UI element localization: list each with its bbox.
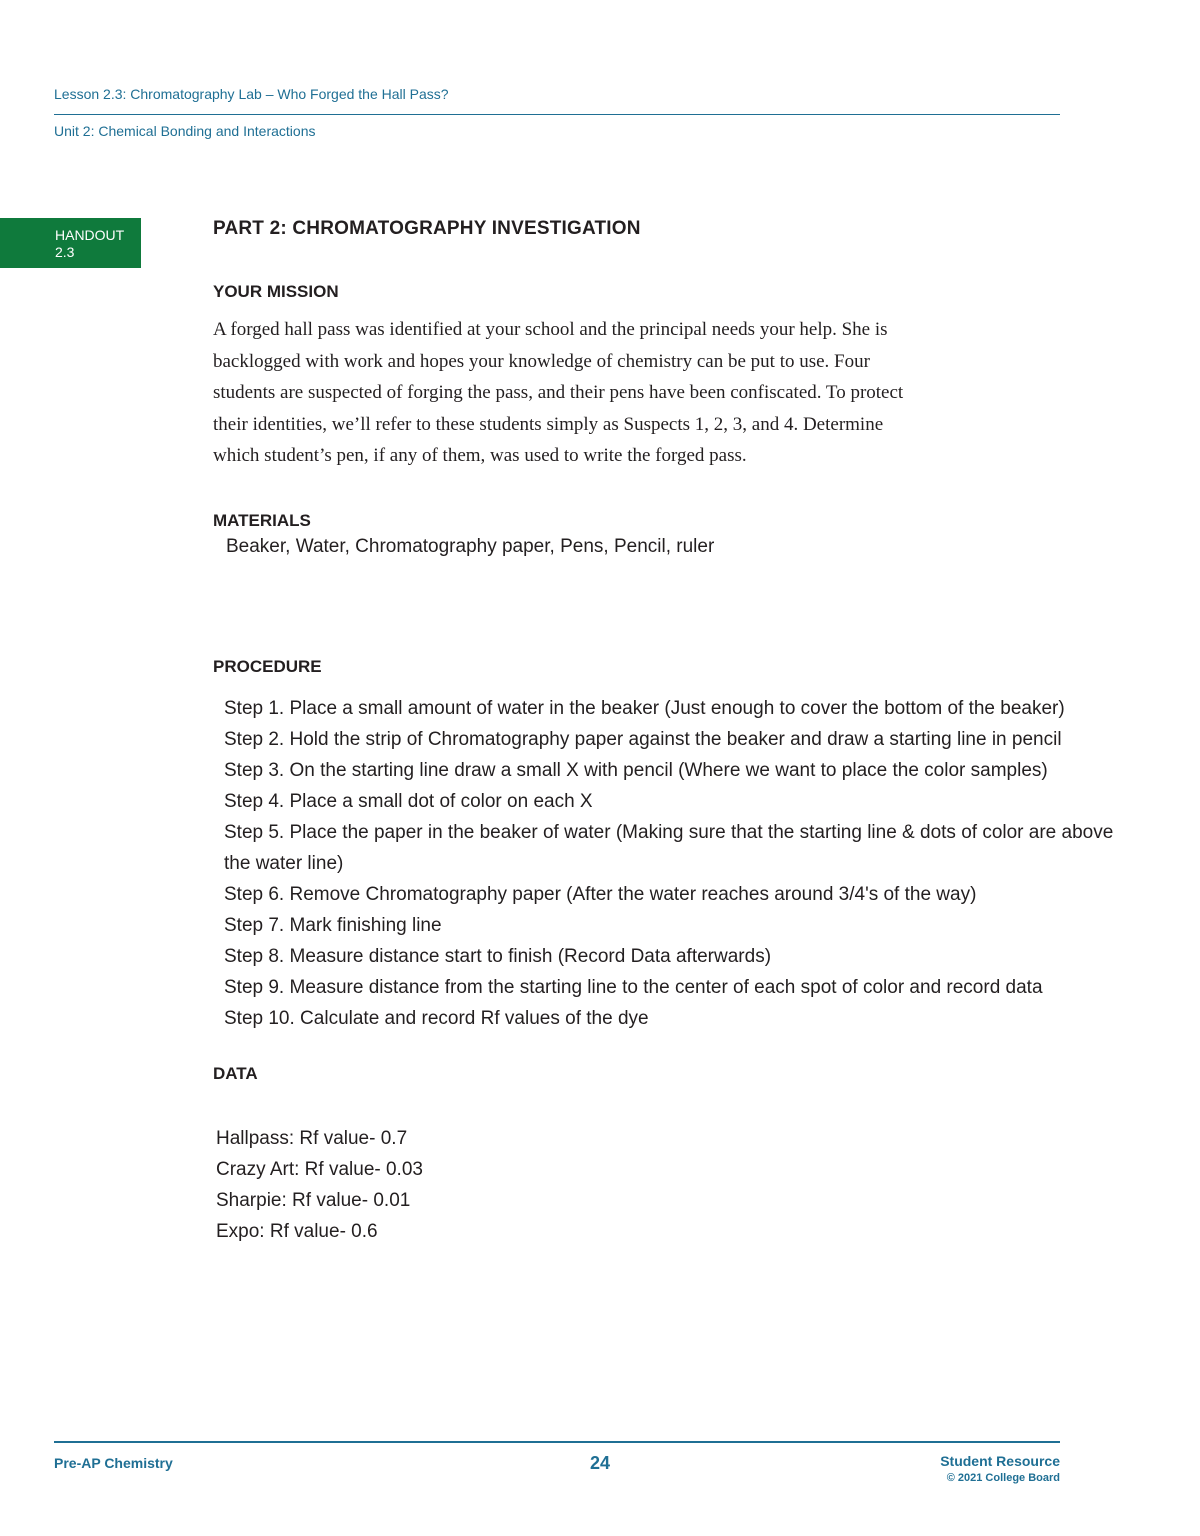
- procedure-step: Step 9. Measure distance from the starting line to the center of each spot of color and record data: [224, 977, 1043, 998]
- data-heading: DATA: [213, 1064, 258, 1083]
- mission-line: backlogged with work and hopes your knowledge of chemistry can be put to use. Four: [213, 350, 870, 372]
- procedure-heading: PROCEDURE: [213, 657, 322, 676]
- data-entry: Crazy Art: Rf value- 0.03: [216, 1159, 423, 1180]
- data-entry: Expo: Rf value- 0.6: [216, 1221, 378, 1242]
- data-list: [216, 1123, 423, 1247]
- data-entry: Hallpass: Rf value- 0.7: [216, 1128, 408, 1149]
- header-divider: [54, 114, 1060, 115]
- mission-line: their identities, we’ll refer to these students simply as Suspects 1, 2, 3, and 4. Determine: [213, 413, 884, 435]
- procedure-step: Step 8. Measure distance start to finish (Record Data afterwards): [224, 946, 772, 967]
- mission-line: A forged hall pass was identified at your school and the principal needs your help. She is: [213, 319, 888, 340]
- mission-line: students are suspected of forging the pass, and their pens have been confiscated. To protect: [213, 382, 904, 403]
- page-number: 24: [589, 1453, 611, 1473]
- handout-label: HANDOUT: [55, 227, 125, 243]
- procedure-step: Step 2. Hold the strip of Chromatography paper against the beaker and draw a starting line in pencil: [224, 729, 1062, 750]
- procedure-step: Step 4. Place a small dot of color on each X: [224, 791, 593, 812]
- mission-paragraph: [213, 314, 1003, 472]
- materials-heading: MATERIALS: [213, 511, 311, 530]
- data-entry: Sharpie: Rf value- 0.01: [216, 1190, 411, 1211]
- materials-list: Beaker, Water, Chromatography paper, Pens, Pencil, ruler: [226, 536, 715, 557]
- handout-number: 2.3: [55, 244, 75, 260]
- procedure-step: Step 1. Place a small amount of water in the beaker (Just enough to cover the bottom of the beaker): [224, 698, 1065, 719]
- procedure-step: Step 5. Place the paper in the beaker of water (Making sure that the starting line & dots of color are above: [224, 822, 1114, 843]
- copyright-notice: © 2021 College Board: [946, 1472, 1060, 1484]
- footer-divider: [54, 1441, 1060, 1443]
- unit-title: Unit 2: Chemical Bonding and Interactions: [54, 123, 316, 139]
- procedure-steps: [224, 693, 1194, 1034]
- procedure-step: the water line): [224, 853, 344, 874]
- procedure-step: Step 10. Calculate and record Rf values of the dye: [224, 1008, 649, 1029]
- procedure-step: Step 6. Remove Chromatography paper (After the water reaches around 3/4's of the way): [224, 884, 977, 905]
- course-name: Pre-AP Chemistry: [54, 1455, 173, 1471]
- page-title: PART 2: CHROMATOGRAPHY INVESTIGATION: [213, 218, 641, 239]
- lesson-title: Lesson 2.3: Chromatography Lab – Who Forged the Hall Pass?: [54, 86, 449, 102]
- mission-line: which student’s pen, if any of them, was used to write the forged pass.: [213, 445, 747, 466]
- procedure-step: Step 3. On the starting line draw a small X with pencil (Where we want to place the color samples): [224, 760, 1048, 781]
- resource-label: Student Resource: [940, 1453, 1060, 1469]
- procedure-step: Step 7. Mark finishing line: [224, 915, 442, 936]
- mission-heading: YOUR MISSION: [213, 282, 339, 301]
- handout-badge: [0, 218, 141, 268]
